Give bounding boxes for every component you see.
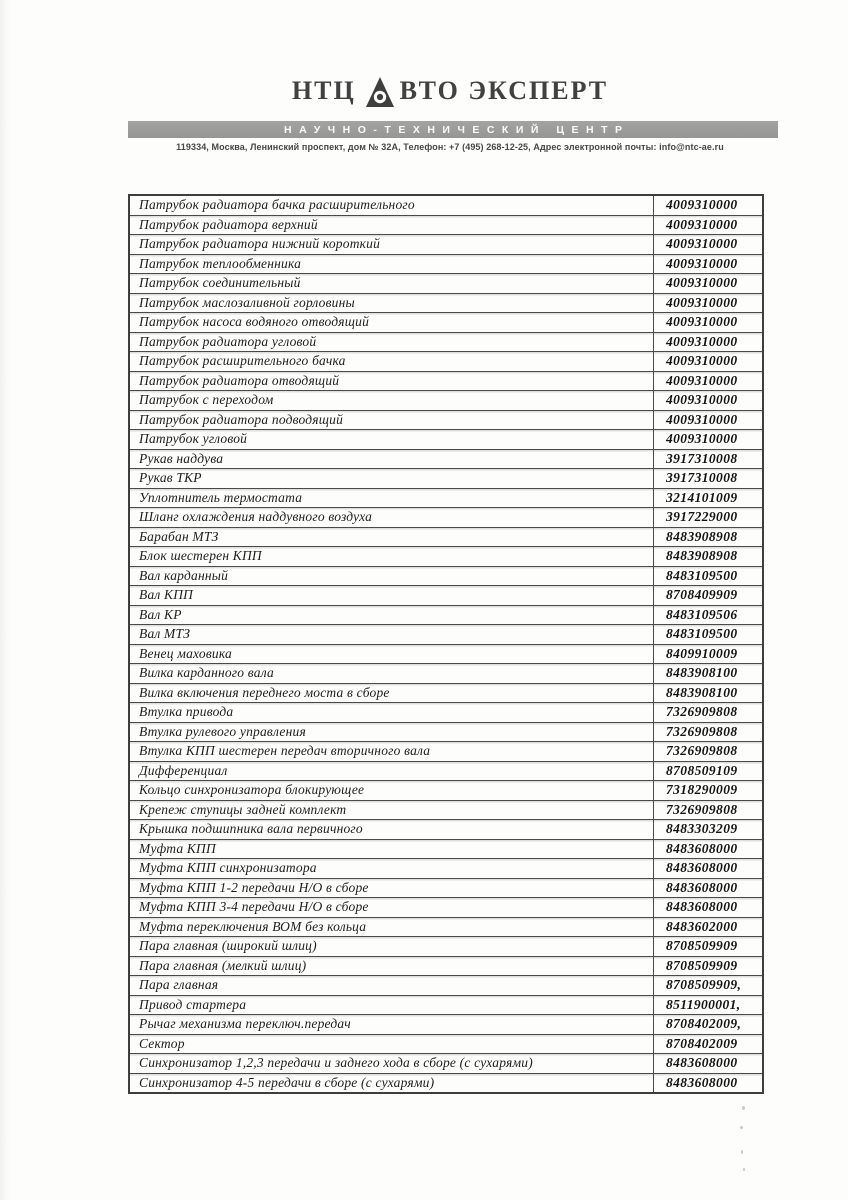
- part-name-cell: Вилка включения переднего моста в сборе: [139, 684, 390, 700]
- part-code-cell: 8483109500: [653, 625, 762, 644]
- table-row: [130, 723, 762, 743]
- part-name-cell: Вал карданный: [139, 567, 229, 583]
- table-row: [130, 801, 762, 821]
- part-name-cell: Патрубок теплообменника: [139, 255, 302, 271]
- part-code-cell: 8708402009: [653, 1035, 762, 1054]
- part-code-cell: 7326909808: [653, 703, 762, 722]
- table-row: [130, 1015, 762, 1035]
- table-row: [130, 508, 762, 528]
- part-code-cell: 4009310000: [653, 235, 762, 254]
- part-code-cell: 7326909808: [653, 723, 762, 742]
- part-name-cell: Вал КР: [139, 606, 182, 622]
- part-name-cell: Патрубок радиатора нижний короткий: [139, 236, 381, 252]
- table-row: [130, 684, 762, 704]
- scan-edge-shade: [0, 0, 10, 1200]
- part-code-cell: 8483908908: [653, 528, 762, 547]
- part-code-cell: 8483608000: [653, 1054, 762, 1073]
- part-code-cell: 4009310000: [653, 333, 762, 352]
- table-row: [130, 840, 762, 860]
- part-name-cell: Патрубок соединительный: [139, 275, 301, 291]
- table-row: [130, 918, 762, 938]
- part-code-cell: 8483608000: [653, 859, 762, 878]
- part-name-cell: Вилка карданного вала: [139, 665, 274, 681]
- part-name-cell: Пара главная (широкий шлиц): [139, 938, 317, 954]
- table-row: [130, 294, 762, 314]
- part-name-cell: Муфта КПП 3-4 передачи Н/О в сборе: [139, 899, 369, 915]
- part-code-cell: 4009310000: [653, 352, 762, 371]
- table-row: [130, 352, 762, 372]
- part-name-cell: Втулка рулевого управления: [139, 723, 306, 739]
- table-row: [130, 528, 762, 548]
- logo-prefix-text: НТЦ: [291, 76, 356, 105]
- part-name-cell: Рукав ТКР: [139, 470, 202, 486]
- part-code-cell: 8708509109: [653, 762, 762, 781]
- part-code-cell: 4009310000: [653, 294, 762, 313]
- part-name-cell: Рычаг механизма переключ.передач: [139, 1016, 351, 1032]
- table-row: [130, 1054, 762, 1074]
- part-code-cell: 8511900001,: [653, 996, 762, 1015]
- parts-table: [128, 194, 764, 1094]
- table-row: [130, 255, 762, 275]
- part-name-cell: Сектор: [139, 1035, 185, 1051]
- table-row: [130, 411, 762, 431]
- part-name-cell: Патрубок с переходом: [139, 392, 274, 408]
- part-name-cell: Муфта переключения ВОМ без кольца: [139, 918, 367, 934]
- part-name-cell: Патрубок насоса водяного отводящий: [139, 314, 370, 330]
- address-line: 119334, Москва, Ленинский проспект, дом № 32А, Телефон: +7 (495) 268-12-25, Адрес электронной почты: info@ntc-ae.ru: [176, 142, 724, 152]
- triangle-a-logo-icon: [366, 77, 394, 107]
- banner-title: НАУЧНО-ТЕХНИЧЕСКИЙ ЦЕНТР: [283, 123, 630, 136]
- scan-artifact: [742, 1106, 745, 1110]
- table-row: [130, 1074, 762, 1093]
- part-name-cell: Муфта КПП 1-2 передачи Н/О в сборе: [139, 879, 369, 895]
- table-row: [130, 430, 762, 450]
- table-row: [130, 879, 762, 899]
- part-code-cell: 3917310008: [653, 469, 762, 488]
- part-code-cell: 4009310000: [653, 255, 762, 274]
- part-code-cell: 7326909808: [653, 742, 762, 761]
- part-name-cell: Крышка подшипника вала первичного: [139, 821, 363, 837]
- part-code-cell: 3917310008: [653, 450, 762, 469]
- table-row: [130, 235, 762, 255]
- table-row: [130, 586, 762, 606]
- table-row: [130, 469, 762, 489]
- table-row: [130, 274, 762, 294]
- table-row: [130, 391, 762, 411]
- table-row: [130, 937, 762, 957]
- scan-artifact: [740, 1126, 743, 1129]
- table-row: [130, 489, 762, 509]
- table-row: [130, 820, 762, 840]
- part-name-cell: Вал МТЗ: [139, 626, 191, 642]
- table-row: [130, 762, 762, 782]
- table-row: [130, 313, 762, 333]
- scan-artifact: [741, 1150, 743, 1154]
- part-code-cell: 8409910009: [653, 645, 762, 664]
- part-code-cell: 8483608000: [653, 898, 762, 917]
- part-code-cell: 4009310000: [653, 411, 762, 430]
- table-row: [130, 703, 762, 723]
- part-code-cell: 3214101009: [653, 489, 762, 508]
- part-code-cell: 8708509909: [653, 937, 762, 956]
- table-row: [130, 625, 762, 645]
- part-name-cell: Муфта КПП синхронизатора: [139, 860, 317, 876]
- part-name-cell: Втулка привода: [139, 704, 234, 720]
- part-code-cell: 8483608000: [653, 879, 762, 898]
- part-code-cell: 4009310000: [653, 372, 762, 391]
- part-name-cell: Патрубок расширительного бачка: [139, 353, 346, 369]
- part-name-cell: Патрубок радиатора бачка расширительного: [139, 197, 415, 213]
- table-row: [130, 196, 762, 216]
- company-logo: [26, 76, 848, 106]
- part-name-cell: Синхронизатор 1,2,3 передачи и заднего хода в сборе (с сухарями): [139, 1055, 533, 1071]
- part-code-cell: 8483908100: [653, 664, 762, 683]
- part-name-cell: Пара главная (мелкий шлиц): [139, 957, 307, 973]
- part-name-cell: Шланг охлаждения наддувного воздуха: [139, 509, 373, 525]
- part-name-cell: Венец маховика: [139, 645, 232, 661]
- part-name-cell: Патрубок маслозаливной горловины: [139, 294, 355, 310]
- part-name-cell: Муфта КПП: [139, 840, 216, 856]
- part-code-cell: 8483608000: [653, 1074, 762, 1093]
- part-code-cell: 8483608000: [653, 840, 762, 859]
- table-row: [130, 216, 762, 236]
- part-code-cell: 8708402009,: [653, 1015, 762, 1034]
- part-code-cell: 8483908908: [653, 547, 762, 566]
- table-row: [130, 898, 762, 918]
- part-code-cell: 8483109500: [653, 567, 762, 586]
- logo-suffix-text: ВТО ЭКСПЕРТ: [399, 76, 609, 105]
- part-name-cell: Патрубок радиатора подводящий: [139, 411, 344, 427]
- part-code-cell: 3917229000: [653, 508, 762, 527]
- part-name-cell: Вал КПП: [139, 587, 194, 603]
- part-code-cell: 7318290009: [653, 781, 762, 800]
- part-name-cell: Уплотнитель термостата: [139, 489, 303, 505]
- part-name-cell: Патрубок угловой: [139, 431, 248, 447]
- scan-artifact: ·: [737, 124, 740, 134]
- part-name-cell: Дифференциал: [139, 762, 228, 778]
- table-row: [130, 567, 762, 587]
- part-code-cell: 4009310000: [653, 216, 762, 235]
- part-code-cell: 4009310000: [653, 196, 762, 215]
- scan-artifact: [743, 1168, 745, 1171]
- table-row: [130, 1035, 762, 1055]
- table-row: [130, 664, 762, 684]
- table-row: [130, 996, 762, 1016]
- part-code-cell: 8708509909,: [653, 976, 762, 995]
- part-name-cell: Патрубок радиатора отводящий: [139, 372, 340, 388]
- table-row: [130, 372, 762, 392]
- part-code-cell: 8708409909: [653, 586, 762, 605]
- table-row: [130, 859, 762, 879]
- table-row: [130, 781, 762, 801]
- part-code-cell: 8483303209: [653, 820, 762, 839]
- part-code-cell: 8483602000: [653, 918, 762, 937]
- part-name-cell: Синхронизатор 4-5 передачи в сборе (с сухарями): [139, 1074, 435, 1090]
- part-code-cell: 8483908100: [653, 684, 762, 703]
- banner-bar: [128, 121, 778, 138]
- part-name-cell: Рукав наддува: [139, 450, 224, 466]
- table-row: [130, 547, 762, 567]
- table-row: [130, 606, 762, 626]
- part-name-cell: Втулка КПП шестерен передач вторичного вала: [139, 743, 431, 759]
- part-code-cell: 7326909808: [653, 801, 762, 820]
- part-name-cell: Привод стартера: [139, 996, 247, 1012]
- part-code-cell: 4009310000: [653, 274, 762, 293]
- part-code-cell: 8483109506: [653, 606, 762, 625]
- table-row: [130, 333, 762, 353]
- table-row: [130, 957, 762, 977]
- table-row: [130, 976, 762, 996]
- table-row: [130, 742, 762, 762]
- table-row: [130, 645, 762, 665]
- part-name-cell: Пара главная: [139, 977, 219, 993]
- part-code-cell: 8708509909: [653, 957, 762, 976]
- table-row: [130, 450, 762, 470]
- part-name-cell: Блок шестерен КПП: [139, 548, 262, 564]
- part-code-cell: 4009310000: [653, 391, 762, 410]
- part-name-cell: Патрубок радиатора угловой: [139, 333, 317, 349]
- part-name-cell: Барабан МТЗ: [139, 528, 219, 544]
- part-code-cell: 4009310000: [653, 313, 762, 332]
- part-code-cell: 4009310000: [653, 430, 762, 449]
- part-name-cell: Кольцо синхронизатора блокирующее: [139, 782, 365, 798]
- part-name-cell: Патрубок радиатора верхний: [139, 216, 318, 232]
- part-name-cell: Крепеж ступицы задней комплект: [139, 801, 347, 817]
